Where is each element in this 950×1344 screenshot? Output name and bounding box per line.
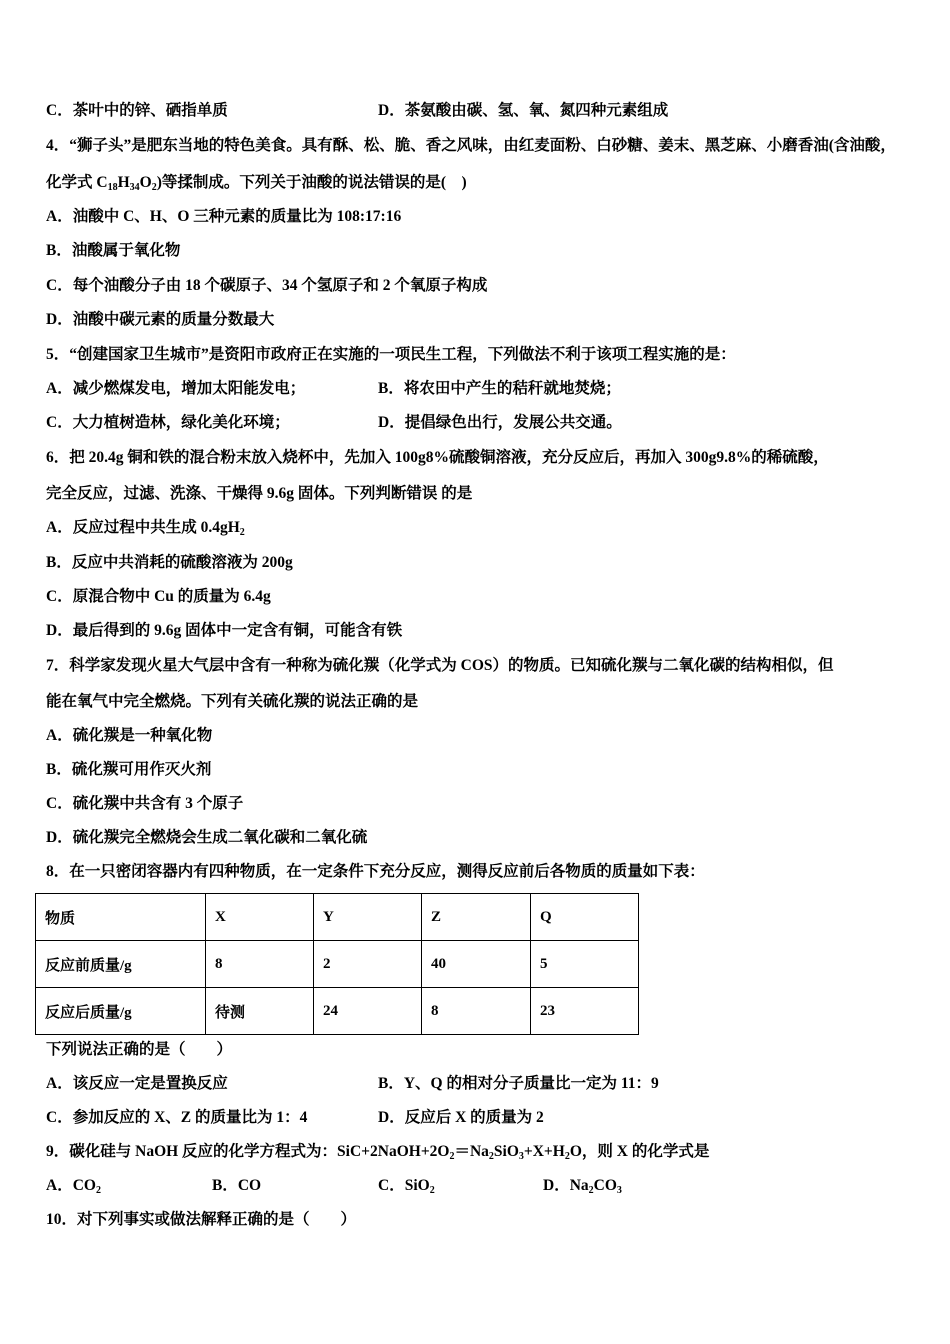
mass-table <box>35 893 639 1035</box>
q6-option-a-text: A．反应过程中共生成 0.4gH <box>46 519 240 536</box>
q9-option-d-text: D．Na <box>543 1177 589 1194</box>
q9-option-d <box>543 1176 622 1201</box>
subscript: 2 <box>95 1185 101 1196</box>
table-cell: 2 <box>314 941 422 988</box>
q9-stem-text: 9．碳化硅与 NaOH 反应的化学方程式为：SiC+2NaOH+2O <box>46 1143 450 1160</box>
table-header-cell: Q <box>531 894 639 941</box>
table-cell: 24 <box>314 988 422 1035</box>
subscript: 2 <box>449 1151 455 1162</box>
q6-stem-line2: 完全反应，过滤、洗涤、干燥得 9.6g 固体。下列判断错误 的是 <box>46 485 473 502</box>
q6-option-d: D．最后得到的 9.6g 固体中一定含有铜，可能含有铁 <box>46 622 403 639</box>
q9-option-a <box>46 1176 101 1201</box>
q8-prompt: 下列说法正确的是（ ） <box>46 1041 233 1058</box>
subscript: 18 <box>107 182 118 193</box>
table-cell: 8 <box>206 941 314 988</box>
formula-symbol: H <box>117 174 130 191</box>
subscript: 2 <box>488 1151 494 1162</box>
table-cell: 反应后质量/g <box>36 988 206 1035</box>
q8-stem: 8．在一只密闭容器内有四种物质，在一定条件下充分反应，测得反应前后各物质的质量如下表： <box>46 863 705 880</box>
q5-option-d: D．提倡绿色出行，发展公共交通。 <box>378 414 622 431</box>
q6-option-b: B．反应中共消耗的硫酸溶液为 200g <box>46 554 293 571</box>
q5-option-a: A．减少燃煤发电，增加太阳能发电； <box>46 380 306 397</box>
q8-option-c: C．参加反应的 X、Z 的质量比为 1：4 <box>46 1109 308 1126</box>
q5-option-b: B．将农田中产生的秸秆就地焚烧； <box>378 380 621 397</box>
q4-stem-line2 <box>46 173 467 198</box>
subscript: 3 <box>616 1185 622 1196</box>
table-row <box>36 988 639 1035</box>
q7-option-a: A．硫化羰是一种氧化物 <box>46 727 213 744</box>
q9-stem <box>46 1142 709 1167</box>
q8-option-b: B．Y、Q 的相对分子质量比一定为 11：9 <box>378 1075 659 1092</box>
q7-stem-line2: 能在氧气中完全燃烧。下列有关硫化羰的说法正确的是 <box>46 693 419 710</box>
q4-option-a: A．油酸中 C、H、O 三种元素的质量比为 108:17:16 <box>46 208 402 225</box>
table-row <box>36 941 639 988</box>
q8-option-d: D．反应后 X 的质量为 2 <box>378 1109 544 1126</box>
subscript: 2 <box>564 1151 570 1162</box>
q9-option-c <box>378 1176 435 1201</box>
table-header-cell: Y <box>314 894 422 941</box>
q8-option-a: A．该反应一定是置换反应 <box>46 1075 228 1092</box>
table-header-cell: 物质 <box>36 894 206 941</box>
table-cell: 40 <box>422 941 531 988</box>
table-cell: 反应前质量/g <box>36 941 206 988</box>
q4-stem-text: )等揉制成。下列关于油酸的说法错误的是( ) <box>156 174 467 191</box>
q5-option-c: C．大力植树造林，绿化美化环境； <box>46 414 290 431</box>
subscript: 2 <box>429 1185 435 1196</box>
q3-option-c: C．茶叶中的锌、硒指单质 <box>46 102 228 119</box>
q9-option-a-text: A．CO <box>46 1177 96 1194</box>
q4-option-b: B．油酸属于氧化物 <box>46 242 181 259</box>
q4-stem-line1: 4．“狮子头”是肥东当地的特色美食。具有酥、松、脆、香之风味，由红麦面粉、白砂糖、姜末、黑芝麻、小磨香油(含油酸， <box>46 137 896 154</box>
q4-stem-text: 化学式 C <box>46 174 108 191</box>
q9-option-b: B．CO <box>212 1177 262 1194</box>
subscript: 3 <box>518 1151 524 1162</box>
subscript: 2 <box>239 527 245 538</box>
table-header-cell: X <box>206 894 314 941</box>
table-cell: 8 <box>422 988 531 1035</box>
q9-stem-text: O，则 X 的化学式是 <box>569 1143 710 1160</box>
q6-stem-line1: 6．把 20.4g 铜和铁的混合粉末放入烧杯中，先加入 100g8%硫酸铜溶液，充分反应后，再加入 300g9.8%的稀硫酸， <box>46 449 829 466</box>
table-header-row <box>36 894 639 941</box>
q10-stem: 10．对下列事实或做法解释正确的是（ ） <box>46 1211 357 1228</box>
subscript: 2 <box>588 1185 594 1196</box>
q7-option-b: B．硫化羰可用作灭火剂 <box>46 761 212 778</box>
table-cell: 待测 <box>206 988 314 1035</box>
formula-text: CO <box>593 1177 617 1194</box>
q9-option-c-text: C．SiO <box>378 1177 430 1194</box>
formula-symbol: O <box>139 174 152 191</box>
formula-text: +X+H <box>523 1143 565 1160</box>
q5-stem: 5．“创建国家卫生城市”是资阳市政府正在实施的一项民生工程，下列做法不利于该项工程实施的是： <box>46 346 736 363</box>
q7-stem-line1: 7．科学家发现火星大气层中含有一种称为硫化羰（化学式为 COS）的物质。已知硫化羰与二氧化碳的结构相似，但 <box>46 657 834 674</box>
table-header-cell: Z <box>422 894 531 941</box>
subscript: 2 <box>151 182 157 193</box>
subscript: 34 <box>129 182 140 193</box>
formula-text: ＝Na <box>454 1143 489 1160</box>
formula-text: SiO <box>493 1143 519 1160</box>
q6-option-c: C．原混合物中 Cu 的质量为 6.4g <box>46 588 271 605</box>
q3-option-d: D．茶氨酸由碳、氢、氧、氮四种元素组成 <box>378 102 669 119</box>
table-cell: 23 <box>531 988 639 1035</box>
table-cell: 5 <box>531 941 639 988</box>
q4-option-d: D．油酸中碳元素的质量分数最大 <box>46 311 275 328</box>
q7-option-c: C．硫化羰中共含有 3 个原子 <box>46 795 244 812</box>
q4-option-c: C．每个油酸分子由 18 个碳原子、34 个氢原子和 2 个氧原子构成 <box>46 277 488 294</box>
q6-option-a <box>46 518 245 543</box>
q7-option-d: D．硫化羰完全燃烧会生成二氧化碳和二氧化硫 <box>46 829 368 846</box>
